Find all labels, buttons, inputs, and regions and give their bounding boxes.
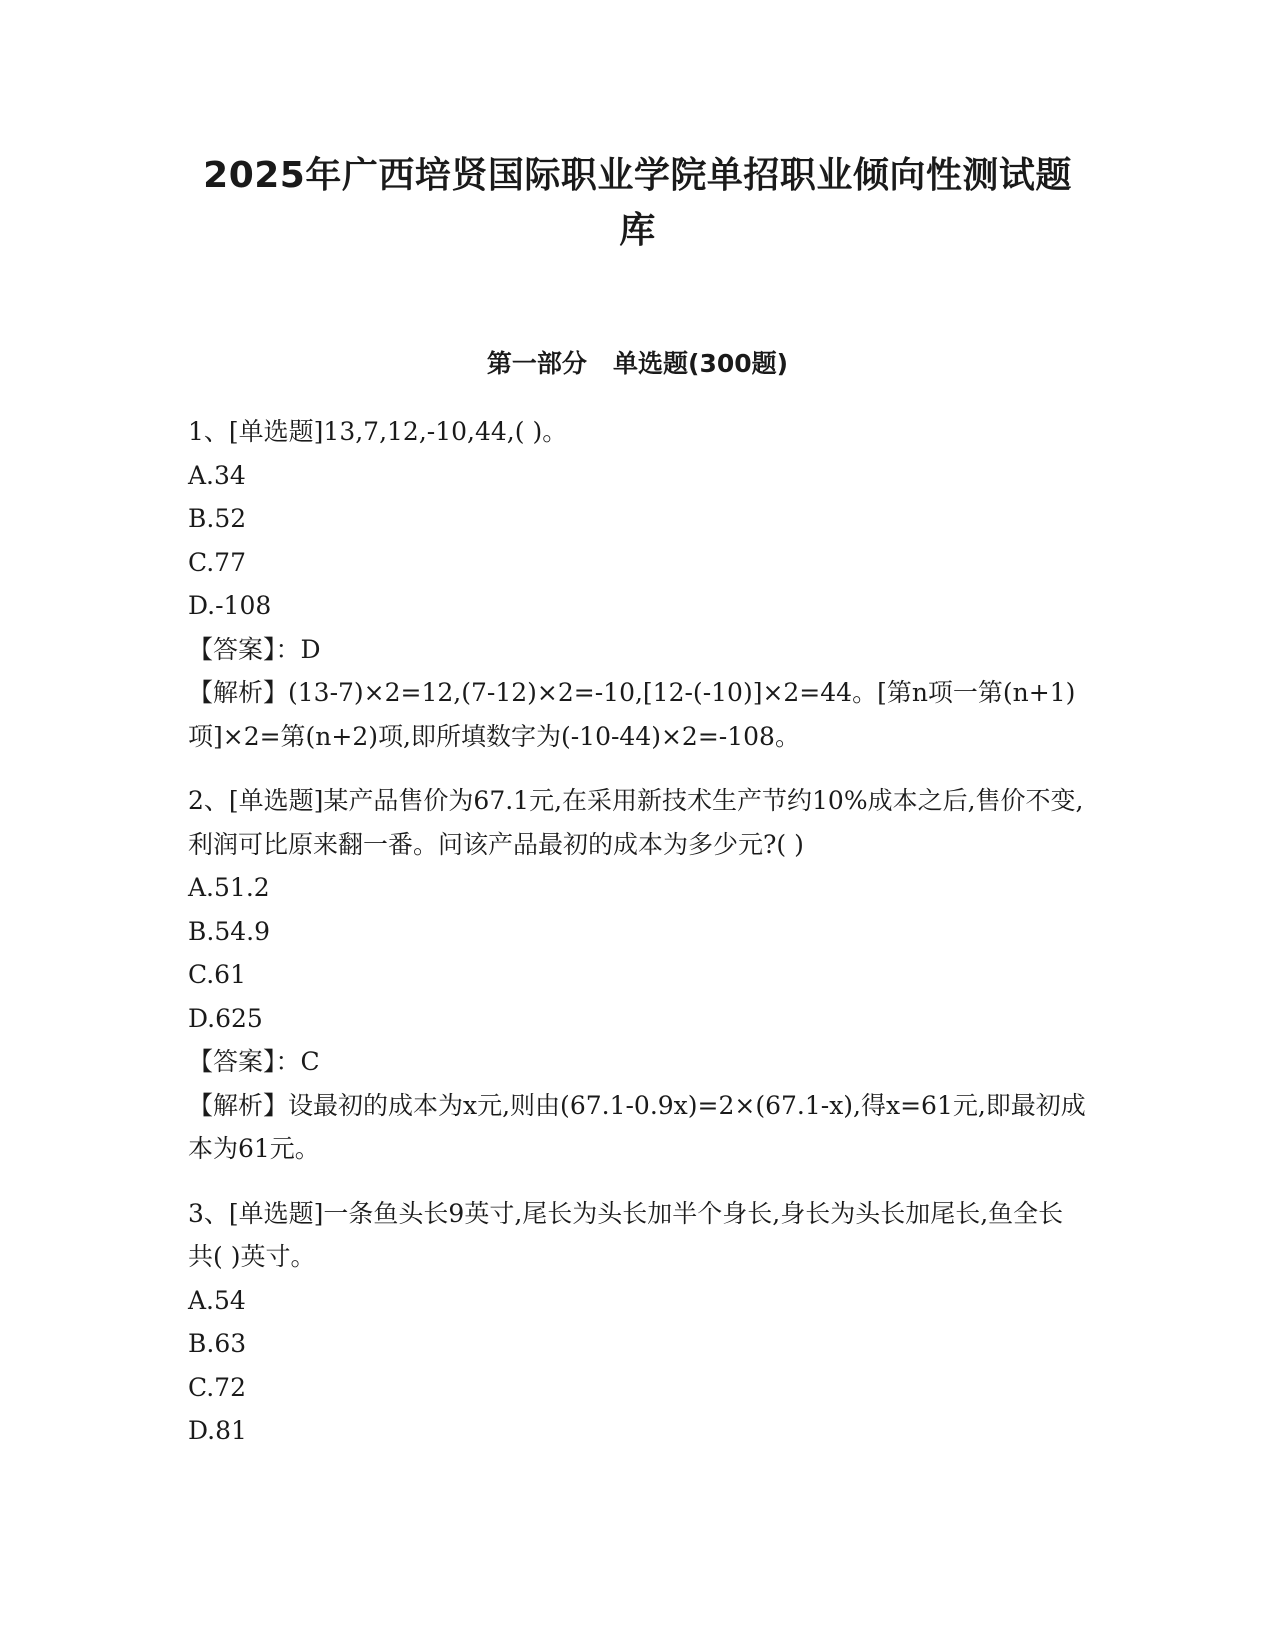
option-b: B.63	[188, 1329, 247, 1358]
option-c: C.72	[188, 1372, 246, 1402]
section-title: 第一部分 单选题(300题)	[486, 349, 789, 378]
option-a: A.34	[188, 460, 246, 490]
option-a: A.54	[188, 1285, 246, 1315]
answer-label: 【答案】	[188, 1047, 276, 1076]
document-title	[160, 148, 1115, 258]
option-d: D.81	[188, 1416, 247, 1445]
analysis-line	[188, 1084, 1088, 1171]
answer-line	[188, 1040, 1088, 1084]
answer-line	[188, 628, 1088, 672]
option-b: B.52	[188, 504, 247, 533]
question-list	[188, 410, 1088, 1474]
question-stem: 3、[单选题]一条鱼头长9英寸,尾长为头长加半个身长,身长为头长加尾长,鱼全长共( )英寸。	[188, 1198, 1064, 1271]
title-line-2: 库	[619, 210, 656, 251]
analysis-label: 【解析】	[188, 678, 289, 707]
answer-label: 【答案】	[188, 634, 276, 664]
analysis-text: 设最初的成本为x元,则由(67.1-0.9x)=2×(67.1-x),得x=61元,即最初成本为61元。	[188, 1090, 1086, 1163]
analysis-line	[188, 671, 1088, 758]
question-3	[188, 1192, 1088, 1453]
question-1	[188, 410, 1088, 758]
title-line-1: 2025年广西培贤国际职业学院单招职业倾向性测试题	[203, 155, 1072, 196]
question-stem: 2、[单选题]某产品售价为67.1元,在采用新技术生产节约10%成本之后,售价不变,利润可比原来翻一番。问该产品最初的成本为多少元?( )	[188, 786, 1084, 859]
option-d: D.625	[188, 1003, 263, 1033]
option-d: D.-108	[188, 591, 272, 620]
answer-value: ：D	[275, 634, 321, 664]
question-2	[188, 779, 1088, 1171]
option-b: B.54.9	[188, 916, 270, 946]
option-c: C.77	[188, 547, 246, 577]
analysis-label: 【解析】	[188, 1090, 289, 1120]
option-a: A.51.2	[188, 873, 270, 902]
option-c: C.61	[188, 960, 246, 989]
question-stem: 1、[单选题]13,7,12,-10,44,( )。	[188, 417, 568, 446]
analysis-text: (13-7)×2=12,(7-12)×2=-10,[12-(-10)]×2=44。[第n项一第(n+1)项]×2=第(n+2)项,即所填数字为(-10-44)×2=-108。	[188, 678, 1076, 751]
answer-value: ：C	[275, 1047, 320, 1076]
